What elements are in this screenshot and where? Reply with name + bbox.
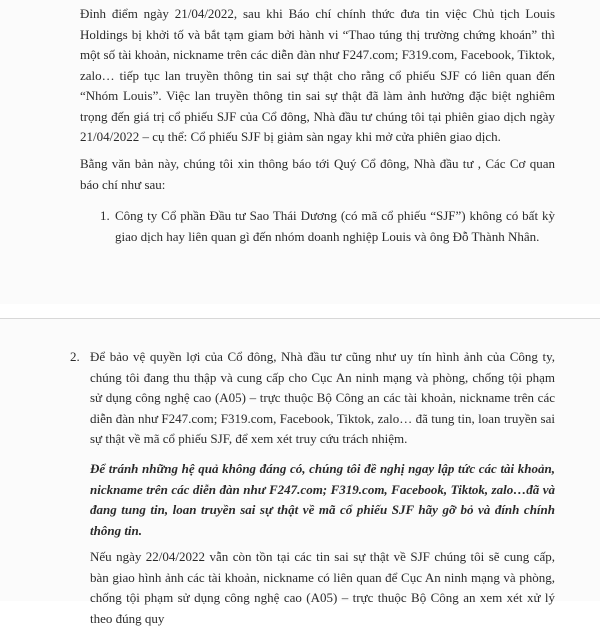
document-page-2 [0, 318, 600, 626]
page-gap [0, 304, 600, 318]
notice-paragraph: Bằng văn bản này, chúng tôi xin thông báo tới Quý Cổ đông, Nhà đầu tư , Các Cơ quan báo chí như sau: [80, 156, 555, 192]
intro-paragraph: Đỉnh điểm ngày 21/04/2022, sau khi Báo chí chính thức đưa tin việc Chủ tịch Louis Holdings bị khởi tố và bắt tạm giam bởi hành vi “Thao túng thị trường chứng khoán” thì một số tài khoản, nickname trên các diễn đàn như F247.com; F319.com, Facebook, Tiktok, zalo… tiếp tục lan truyền thông tin sai sự thật cho rằng cổ phiếu SJF có liên quan đến “Nhóm Louis”. Việc lan truyền thông tin sai sự thật đã làm ảnh hưởng đặc biệt nghiêm trọng đến giá trị cổ phiếu SJF của Cổ đông, Nhà đầu tư chúng tôi tại phiên giao dịch ngày 21/04/2022 – cụ thể: Cổ phiếu SJF bị giảm sàn ngay khi mở cửa phiên giao dịch. [80, 6, 555, 144]
bold-request-paragraph: Để tránh những hệ quả không đáng có, chúng tôi đề nghị ngay lập tức các tài khoản, nickname trên các diễn đàn như F247.com; F319.com, Facebook, Tiktok, zalo…đã và đang tung tin, loan truyền sai sự thật về mã cổ phiếu SJF hãy gỡ bỏ và đính chính thông tin. [90, 461, 555, 538]
final-paragraph: Nếu ngày 22/04/2022 vẫn còn tồn tại các tin sai sự thật về SJF chúng tôi sẽ cung cấp, bàn giao hình ảnh các tài khoản, nickname có liên quan để Cục An ninh mạng và phòng, chống tội phạm sử dụng công nghệ cao (A05) – trực thuộc Bộ Công an xem xét xử lý theo đúng quy [90, 549, 555, 626]
list-item-2: Để bảo vệ quyền lợi của Cổ đông, Nhà đầu tư cũng như uy tín hình ảnh của Công ty, chúng tôi đang thu thập và cung cấp cho Cục An ninh mạng và phòng, chống tội phạm sử dụng công nghệ cao (A05) – trực thuộc Bộ Công an các tài khoản, nickname trên các diễn đàn như F247.com; F319.com, Facebook, Tiktok, zalo… đã tung tin, loan truyền sai sự thật về mã cổ phiếu SJF, để xem xét truy cứu trách nhiệm. [90, 349, 555, 446]
list-number-1: 1. [100, 208, 110, 223]
document-page-1 [0, 0, 600, 304]
list-number-2: 2. [70, 349, 80, 364]
list-item-1: Công ty Cổ phần Đầu tư Sao Thái Dương (có mã cổ phiếu “SJF”) không có bất kỳ giao dịch hay liên quan gì đến nhóm doanh nghiệp Louis và ông Đỗ Thành Nhân. [115, 208, 555, 244]
